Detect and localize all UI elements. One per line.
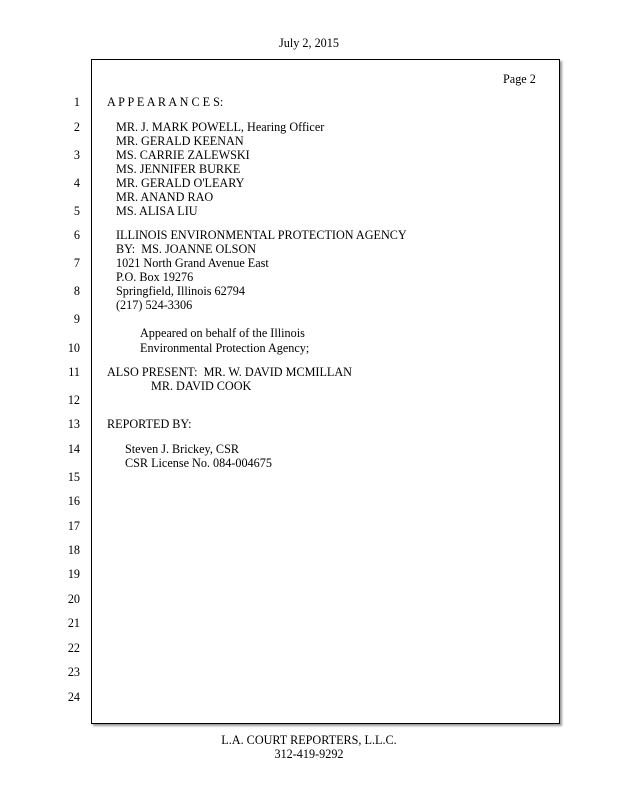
header-date: July 2, 2015 bbox=[279, 36, 339, 50]
line-number: 15 bbox=[67, 470, 80, 484]
appeared-on-behalf-line: Environmental Protection Agency; bbox=[140, 341, 310, 355]
also-present-line: ALSO PRESENT: MR. W. DAVID MCMILLAN bbox=[107, 365, 352, 379]
line-number: 10 bbox=[67, 341, 80, 355]
line-number: 12 bbox=[67, 393, 80, 407]
line-number: 11 bbox=[68, 365, 80, 379]
also-present-line: MR. DAVID COOK bbox=[151, 379, 252, 393]
line-number: 19 bbox=[67, 567, 80, 581]
appearance-line: MR. GERALD O'LEARY bbox=[116, 176, 245, 190]
line-number: 8 bbox=[73, 284, 80, 298]
line-number: 18 bbox=[67, 543, 80, 557]
line-number: 22 bbox=[67, 641, 80, 655]
agency-line: P.O. Box 19276 bbox=[116, 270, 194, 284]
line-number: 6 bbox=[73, 228, 80, 242]
line-number: 7 bbox=[73, 256, 80, 270]
reported-by-heading: REPORTED BY: bbox=[107, 417, 192, 431]
page-number: Page 2 bbox=[503, 72, 536, 86]
reporter-line: CSR License No. 084-004675 bbox=[125, 456, 272, 470]
agency-line: (217) 524-3306 bbox=[116, 298, 193, 312]
agency-line: BY: MS. JOANNE OLSON bbox=[116, 242, 257, 256]
footer-company: L.A. COURT REPORTERS, L.L.C. bbox=[221, 733, 397, 747]
line-number: 24 bbox=[67, 690, 80, 704]
line-number: 3 bbox=[73, 148, 80, 162]
line-number: 1 bbox=[73, 95, 80, 109]
line-number: 2 bbox=[73, 120, 80, 134]
reporter-line: Steven J. Brickey, CSR bbox=[125, 442, 239, 456]
line-number: 20 bbox=[67, 592, 80, 606]
appearance-line: MR. ANAND RAO bbox=[116, 190, 214, 204]
appeared-on-behalf-line: Appeared on behalf of the Illinois bbox=[140, 326, 305, 340]
line-number: 23 bbox=[67, 665, 80, 679]
line-number: 13 bbox=[67, 417, 80, 431]
footer-phone: 312-419-9292 bbox=[274, 747, 344, 761]
line-number: 9 bbox=[73, 312, 80, 326]
appearance-line: MS. ALISA LIU bbox=[116, 204, 198, 218]
appearances-heading: A P P E A R A N C E S: bbox=[107, 95, 224, 109]
line-number: 21 bbox=[67, 616, 80, 630]
line-number: 5 bbox=[73, 204, 80, 218]
line-number: 16 bbox=[67, 494, 80, 508]
appearance-line: MR. GERALD KEENAN bbox=[116, 134, 244, 148]
appearance-line: MS. CARRIE ZALEWSKI bbox=[116, 148, 250, 162]
line-number: 4 bbox=[73, 176, 80, 190]
agency-line: ILLINOIS ENVIRONMENTAL PROTECTION AGENCY bbox=[116, 228, 407, 242]
appearance-line: MR. J. MARK POWELL, Hearing Officer bbox=[116, 120, 325, 134]
line-number: 14 bbox=[67, 442, 80, 456]
line-number: 17 bbox=[67, 519, 80, 533]
agency-line: 1021 North Grand Avenue East bbox=[116, 256, 269, 270]
appearance-line: MS. JENNIFER BURKE bbox=[116, 162, 241, 176]
agency-line: Springfield, Illinois 62794 bbox=[116, 284, 245, 298]
